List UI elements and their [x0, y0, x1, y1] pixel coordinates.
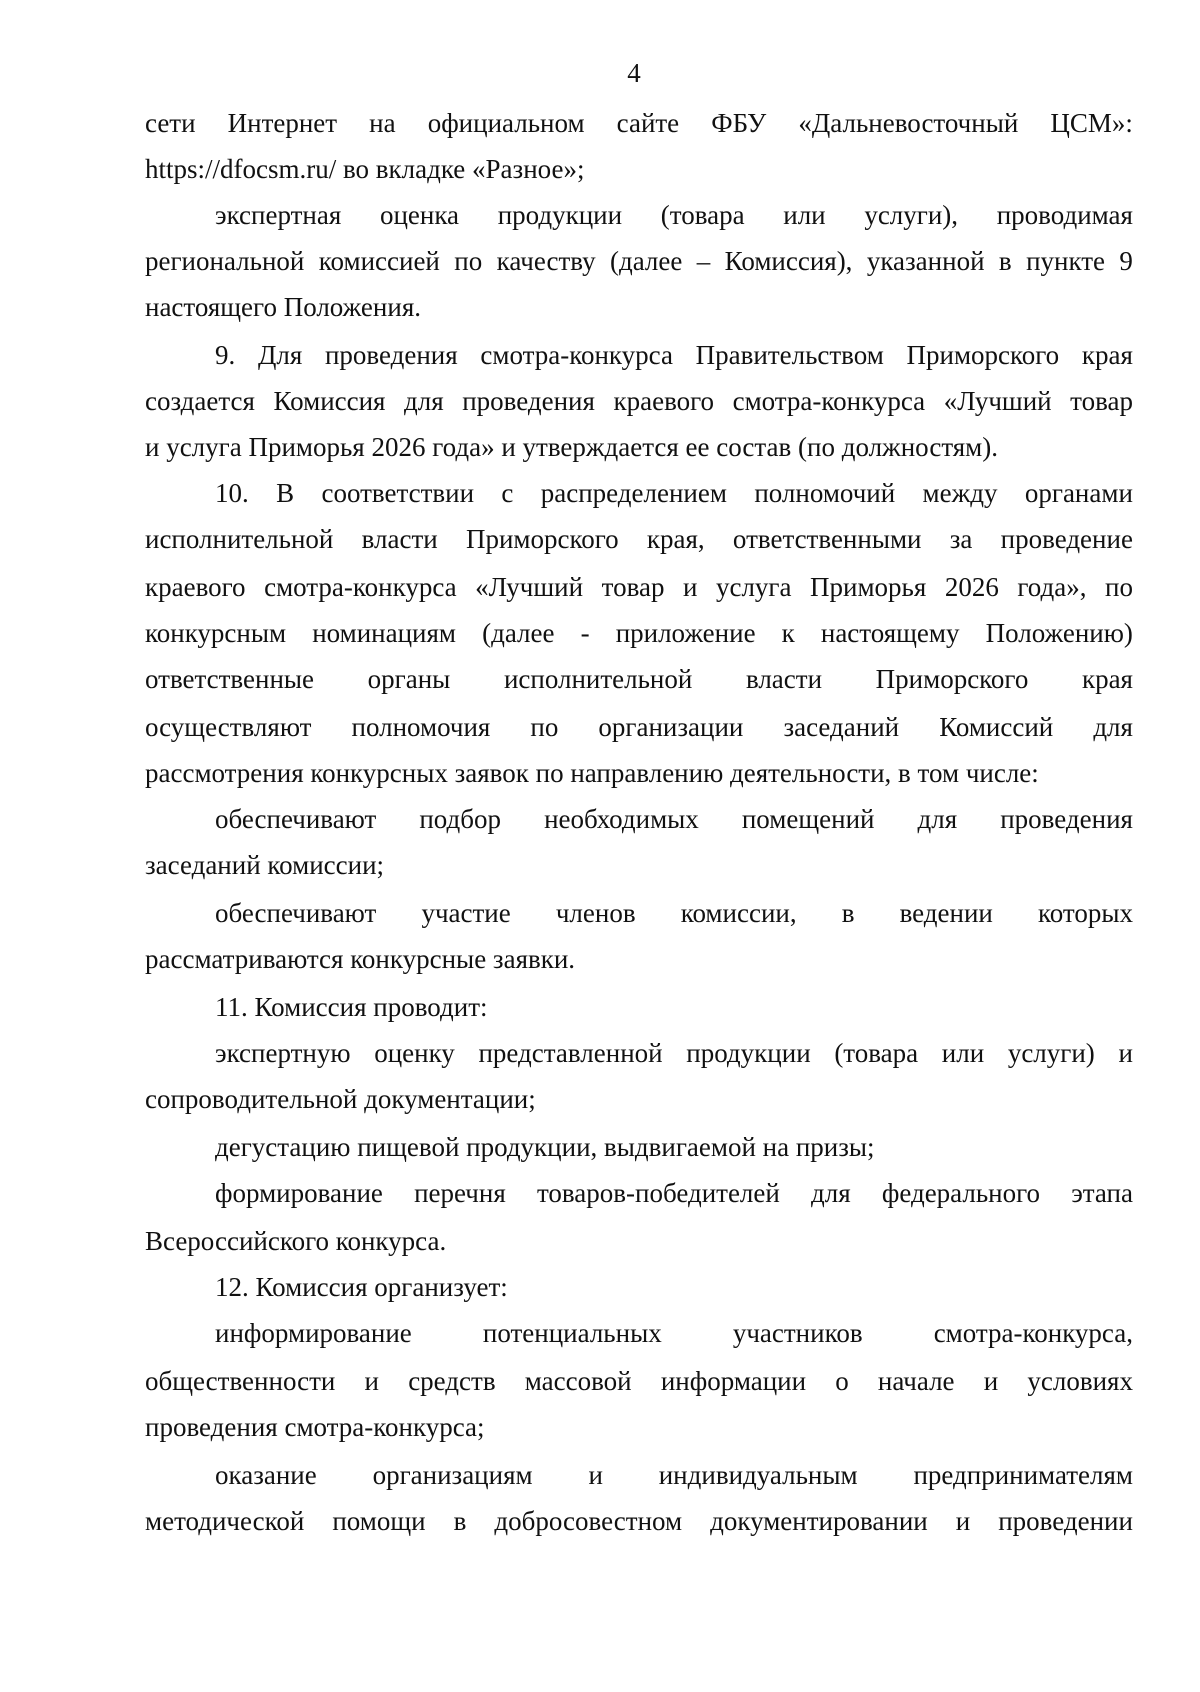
word: для [404, 386, 444, 416]
word: Приморского [875, 664, 1029, 694]
word: 2026 [944, 572, 999, 602]
text-line [215, 1459, 1133, 1491]
text-line [215, 1317, 1133, 1349]
word: или [941, 1038, 985, 1068]
word: перечня [414, 1178, 506, 1208]
word: этапа [1071, 1178, 1133, 1208]
word: и [955, 1506, 971, 1536]
word: качеству [496, 246, 596, 276]
word: осуществляют [145, 712, 312, 742]
word: оказание [215, 1460, 317, 1490]
word: средств [408, 1366, 496, 1396]
word: организации [598, 712, 744, 742]
word: Комиссия), [724, 246, 853, 276]
word: ЦСМ»: [1050, 108, 1133, 138]
text-line [215, 1037, 1133, 1069]
text-line [145, 245, 1133, 277]
word: в [998, 246, 1012, 276]
word: органы [367, 664, 451, 694]
word: товаров-победителей [536, 1178, 780, 1208]
word: за [949, 524, 973, 554]
word: пункте [1026, 246, 1106, 276]
word: организациям [372, 1460, 533, 1490]
word: проведение [1000, 524, 1133, 554]
word: Комиссия [273, 386, 386, 416]
text-line [215, 477, 1133, 509]
word: услуги), [864, 200, 959, 230]
text-line: заседаний комиссии; [145, 850, 385, 880]
word: и [682, 572, 698, 602]
word: «Дальневосточный [798, 108, 1019, 138]
text-line [215, 803, 1133, 835]
word: распределением [540, 478, 727, 508]
word: 9 [1119, 246, 1133, 276]
word: услуга [715, 572, 792, 602]
word: 9. [215, 340, 236, 370]
word: по [454, 246, 483, 276]
word: края, [646, 524, 705, 554]
word: Приморского [906, 340, 1060, 370]
word: Положению) [985, 618, 1133, 648]
word: органами [1024, 478, 1133, 508]
word: и [983, 1366, 999, 1396]
text-line: дегустацию пищевой продукции, выдвигаемой на призы; [215, 1132, 875, 1162]
word: краевого [145, 572, 246, 602]
word: которых [1038, 898, 1133, 928]
word: продукции [686, 1038, 811, 1068]
word: приложение [615, 618, 756, 648]
word: (далее [609, 246, 683, 276]
word: власти [361, 524, 438, 554]
word: участие [421, 898, 511, 928]
word: Для [257, 340, 303, 370]
text-line: 12. Комиссия организует: [215, 1272, 508, 1302]
text-line: сопроводительной документации; [145, 1084, 536, 1114]
word: проведении [998, 1506, 1133, 1536]
text-line: настоящего Положения. [145, 292, 421, 322]
word: формирование [215, 1178, 383, 1208]
word: края [1081, 340, 1133, 370]
page-number: 4 [627, 58, 641, 88]
word: ведении [899, 898, 993, 928]
text-line: проведения смотра-конкурса; [145, 1412, 485, 1442]
word: экспертную [215, 1038, 351, 1068]
word: сайте [616, 108, 680, 138]
word: общественности [145, 1366, 336, 1396]
word: конкурсным [145, 618, 287, 648]
word: членов [555, 898, 636, 928]
word: исполнительной [145, 524, 334, 554]
text-line: 11. Комиссия проводит: [215, 992, 488, 1022]
word: федерального [881, 1178, 1041, 1208]
word: В [276, 478, 295, 508]
word: (далее [482, 618, 555, 648]
word: 10. [215, 478, 249, 508]
word: информации [660, 1366, 807, 1396]
word: обеспечивают [215, 898, 377, 928]
word: представленной [478, 1038, 663, 1068]
text-line [145, 523, 1133, 555]
word: на [369, 108, 396, 138]
word: смотра-конкурса, [933, 1318, 1133, 1348]
word: между [922, 478, 998, 508]
word: с [501, 478, 514, 508]
word: подбор [419, 804, 502, 834]
text-line: рассмотрения конкурсных заявок по направлению деятельности, в том числе: [145, 758, 1039, 788]
text-line [215, 339, 1133, 371]
text-line: https://dfocsm.ru/ во вкладке «Разное»; [145, 154, 585, 184]
word: услуги) [1007, 1038, 1095, 1068]
word: потенциальных [482, 1318, 662, 1348]
word: комиссии, [680, 898, 797, 928]
word: помощи [332, 1506, 426, 1536]
word: соответствии [321, 478, 475, 508]
word: проведения [324, 340, 458, 370]
word: заседаний [783, 712, 900, 742]
word: для [1093, 712, 1133, 742]
word: полномочия [351, 712, 491, 742]
word: оценку [374, 1038, 455, 1068]
text-line [145, 385, 1133, 417]
word: края [1081, 664, 1133, 694]
word: проводимая [996, 200, 1133, 230]
word: Правительством [695, 340, 884, 370]
word: - [580, 618, 590, 648]
word: для [917, 804, 958, 834]
word: – [696, 246, 711, 276]
text-line [145, 1365, 1133, 1397]
word: необходимых [544, 804, 699, 834]
word: (товара [660, 200, 745, 230]
word: в [841, 898, 855, 928]
text-line [215, 1177, 1133, 1209]
word: по [1105, 572, 1133, 602]
text-line [145, 711, 1133, 743]
word: массовой [524, 1366, 632, 1396]
word: Интернет [227, 108, 338, 138]
word: экспертная [215, 200, 342, 230]
word: Приморского [465, 524, 619, 554]
word: предпринимателям [913, 1460, 1133, 1490]
word: обеспечивают [215, 804, 377, 834]
text-line [145, 107, 1133, 139]
word: товар [601, 572, 665, 602]
word: к [781, 618, 795, 648]
word: начале [877, 1366, 955, 1396]
word: «Лучший [475, 572, 584, 602]
word: сети [145, 108, 196, 138]
word: ответственными [732, 524, 922, 554]
word: смотра-конкурса [732, 386, 926, 416]
word: или [783, 200, 826, 230]
text-line [215, 199, 1133, 231]
word: ФБУ [711, 108, 767, 138]
word: Приморья [810, 572, 927, 602]
word: создается [145, 386, 255, 416]
word: по [530, 712, 559, 742]
word: ответственные [145, 664, 315, 694]
word: власти [745, 664, 823, 694]
word: указанной [866, 246, 985, 276]
word: региональной [145, 246, 305, 276]
text-line: Всероссийского конкурса. [145, 1226, 447, 1256]
word: (товара [834, 1038, 919, 1068]
text-line [145, 663, 1133, 695]
word: «Лучший [943, 386, 1052, 416]
word: полномочий [754, 478, 896, 508]
word: в [453, 1506, 467, 1536]
word: номинациям [312, 618, 456, 648]
word: смотра-конкурса [480, 340, 673, 370]
word: документировании [710, 1506, 928, 1536]
word: исполнительной [503, 664, 693, 694]
word: добросовестном [494, 1506, 683, 1536]
word: проведения [462, 386, 595, 416]
word: помещений [741, 804, 875, 834]
word: комиссией [318, 246, 440, 276]
word: условиях [1027, 1366, 1133, 1396]
word: года», [1017, 572, 1087, 602]
word: и [364, 1366, 379, 1396]
text-line [215, 897, 1133, 929]
word: Комиссий [939, 712, 1054, 742]
text-line [145, 617, 1133, 649]
word: официальном [427, 108, 585, 138]
word: смотра-конкурса [264, 572, 457, 602]
word: настоящему [820, 618, 960, 648]
word: индивидуальным [658, 1460, 858, 1490]
text-line [145, 571, 1133, 603]
word: оценка [379, 200, 460, 230]
word: краевого [613, 386, 715, 416]
word: о [835, 1366, 849, 1396]
word: методической [145, 1506, 305, 1536]
text-line: рассматриваются конкурсные заявки. [145, 944, 576, 974]
text-line [145, 1505, 1133, 1537]
word: товар [1070, 386, 1133, 416]
word: и [1118, 1038, 1133, 1068]
word: информирование [215, 1318, 412, 1348]
word: проведения [1000, 804, 1133, 834]
word: продукции [497, 200, 623, 230]
text-line: и услуга Приморья 2026 года» и утверждается ее состав (по должностям). [145, 432, 999, 462]
word: для [811, 1178, 851, 1208]
word: участников [732, 1318, 863, 1348]
word: и [588, 1460, 603, 1490]
